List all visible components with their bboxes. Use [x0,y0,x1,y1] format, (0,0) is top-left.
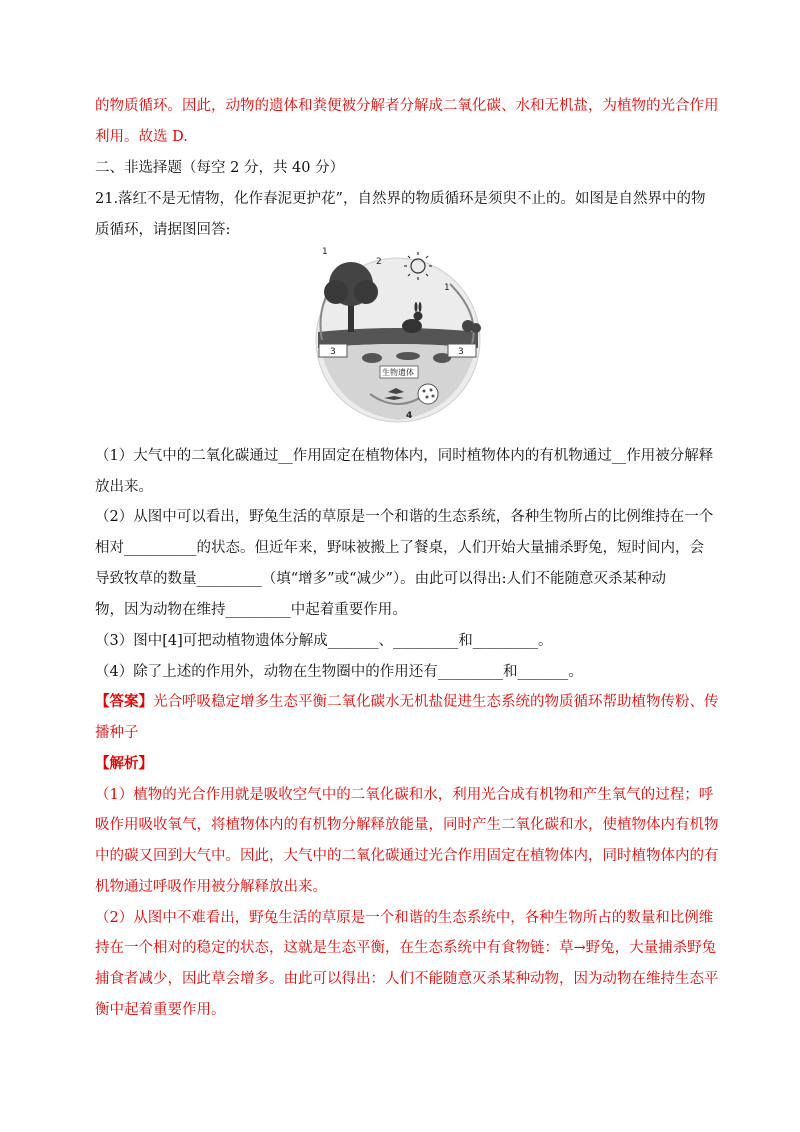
answer-line-1 [95,692,719,712]
q2-line-3: 导致牧草的数量_________（填“增多”或“减少”）。由此可以得出:人们不能随意灭杀某种动 [95,571,667,587]
q1-line-1: （1）大气中的二氧化碳通过__作用固定在植物体内，同时植物体内的有机物通过__作用被分解释 [95,448,714,464]
figure-label-4: 4 [406,411,413,421]
answer-line-2: 播种子 [95,725,139,741]
question-stem-line-2: 质循环，请据图回答: [95,222,231,238]
q1-line-2: 放出来。 [95,479,153,495]
bacteria-icon [418,384,438,404]
answer-tag: 【答案】 [95,693,153,710]
q2-line-4: 物，因为动物在维持_________中起着重要作用。 [95,602,407,618]
figure-label-3-right: 3 [458,347,464,357]
analysis-p1-line-4: 机物通过呼吸作用被分解释放出来。 [95,879,327,895]
analysis-p2-line-1: （2）从图中不难看出，野兔生活的草原是一个和谐的生态系统中，各种生物所占的数量和比例维 [95,910,714,926]
figure-label-2: 2 [376,257,382,267]
figure-label-1-left: 1 [322,247,328,257]
figure-label-3-left: 3 [330,347,336,357]
analysis-p1-line-2: 吸作用吸收氧气，将植物体内的有机物分解释放能量，同时产生二氧化碳和水，使植物体内有机物 [95,817,719,833]
analysis-p2-line-4: 衡中起着重要作用。 [95,1002,226,1018]
analysis-p1-line-1: （1）植物的光合作用就是吸收空气中的二氧化碳和水，利用光合成有机物和产生氧气的过程；呼 [95,787,714,803]
figure-label-remains: 生物遗体 [382,368,414,377]
analysis-p2-line-2: 持在一个相对的稳定的状态，这就是生态平衡，在生态系统中有食物链：草→野兔，大量捕杀野兔 [95,940,717,956]
intro-line-1: 的物质循环。因此，动物的遗体和粪便被分解者分解成二氧化碳、水和无机盐，为植物的光合作用 [95,98,719,114]
material-cycle-figure [300,244,496,426]
section-heading: 二、非选择题（每空 2 分，共 40 分） [95,160,345,176]
analysis-p1-line-3: 中的碳又回到大气中。因此，大气中的二氧化碳通过光合作用固定在植物体内，同时植物体内的有 [95,848,719,864]
q4-line: （4）除了上述的作用外，动物在生物圈中的作用还有_________和_______。 [95,664,583,680]
question-stem-line-1: 21.落红不是无情物，化作春泥更护花”，自然界的物质循环是须臾不止的。如图是自然界中的物 [95,191,706,207]
analysis-tag: 【解析】 [95,755,153,772]
figure-label-1-right: 1 [444,283,450,293]
q2-line-2: 相对__________的状态。但近年来，野味被搬上了餐桌，人们开始大量捕杀野兔，短时间内，会 [95,540,704,556]
answer-text: 光合呼吸稳定增多生态平衡二氧化碳水无机盐促进生态系统的物质循环帮助植物传粉、传 [153,694,719,710]
material-cycle-diagram [300,244,496,426]
analysis-p2-line-3: 捕食者减少，因此草会增多。由此可以得出：人们不能随意灭杀某种动物，因为动物在维持生态平 [95,971,719,987]
q3-line: （3）图中[4]可把动植物遗体分解成_______、_________和_________。 [95,633,553,649]
intro-line-2: 利用。故选 D. [95,129,188,145]
q2-line-1: （2）从图中可以看出，野兔生活的草原是一个和谐的生态系统，各种生物所占的比例维持在一个 [95,509,714,525]
